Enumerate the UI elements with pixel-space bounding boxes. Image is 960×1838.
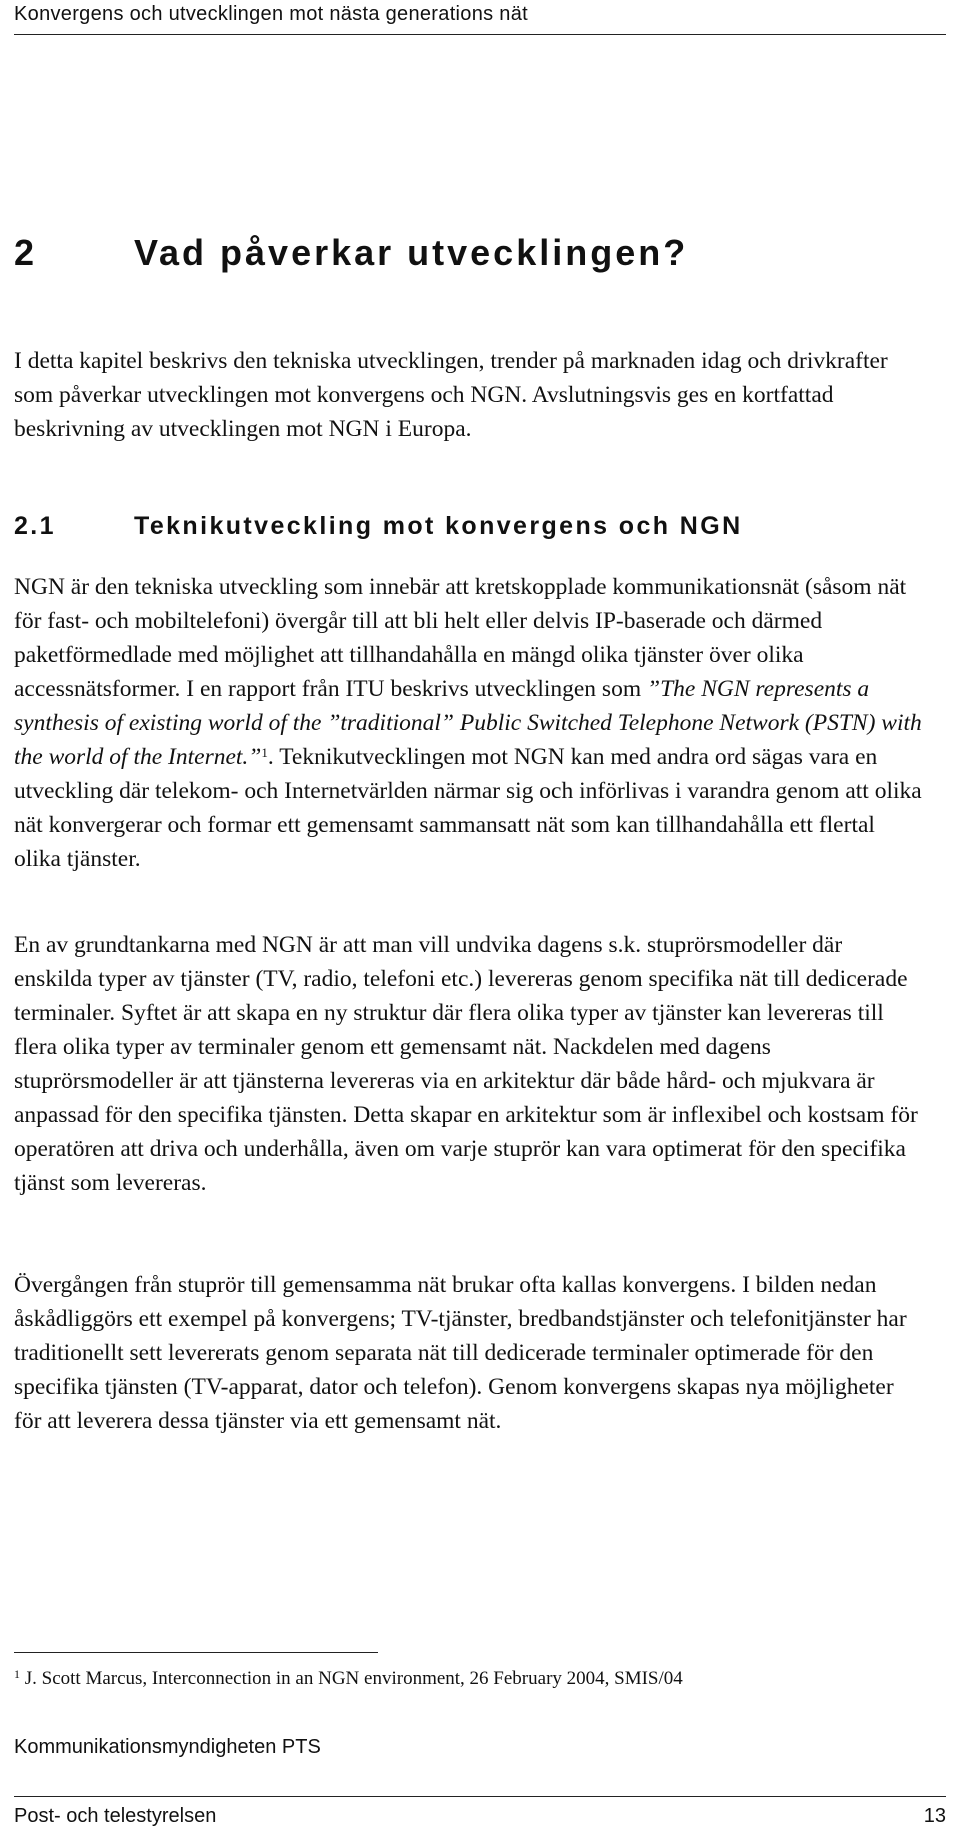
section-title: Teknikutveckling mot konvergens och NGN	[134, 512, 743, 540]
paragraph-ngn-definition	[14, 570, 924, 876]
section-number: 2.1	[14, 512, 56, 540]
intro-paragraph: I detta kapitel beskrivs den tekniska utvecklingen, trender på marknaden idag och drivkrafter som påverkar utvecklingen mot konvergens och NGN. Avslutningsvis ges en kortfattad beskrivning av utvecklingen mot NGN i Europa.	[14, 348, 888, 442]
page-number: 13	[923, 1805, 946, 1827]
paragraph-text: . Teknikutvecklingen mot NGN kan med andra ord sägas vara en utveckling där telekom- och Internetvärlden närmar sig och införlivas i varandra genom att olika nät konvergerar och formar ett gemensamt sammansatt nät som kan tillhandahålla ett flertal olika tjänster.	[14, 744, 922, 872]
paragraph-stovepipe-models: En av grundtankarna med NGN är att man vill undvika dagens s.k. stuprörsmodeller där enskilda typer av tjänster (TV, radio, telefoni etc.) levereras genom specifika nät till dedicerade terminaler. Syftet är att skapa en ny struktur där flera olika typer av tjänster kan levereras till flera olika typer av terminaler genom ett gemensamt nät. Nackdelen med dagens stuprörsmodeller är att tjänsterna levereras via en arkitektur där både hård- och mjukvara är anpassad för den specifika tjänsten. Detta skapar en arkitektur som är inflexibel och kostsam för operatören att driva och underhålla, även om varje stuprör kan vara optimerat för den specifika tjänst som levereras.	[14, 932, 918, 1196]
footnote-marker: 1	[14, 1667, 20, 1681]
itu-quote: ”The NGN represents a synthesis of existing world of the ”traditional” Public Switched Telephone Network (PSTN) with the world of the Internet.”	[14, 676, 922, 770]
footnote	[14, 1666, 683, 1692]
section-heading	[14, 512, 743, 541]
running-header: Konvergens och utvecklingen mot nästa generations nät	[14, 0, 946, 35]
footer-divider	[14, 1796, 946, 1797]
paragraph-text: NGN är den tekniska utveckling som innebär att kretskopplade kommunikationsnät (såsom nät för fast- och mobiltelefoni) övergår till att bli helt eller delvis IP-baserade och därmed paketförmedlade med möjlighet att tillhandahålla en mängd olika tjänster över olika accessnätsformer. I en rapport från ITU beskrivs utvecklingen som	[14, 574, 907, 702]
chapter-heading	[14, 232, 688, 274]
footnote-divider	[14, 1652, 378, 1653]
chapter-title: Vad påverkar utvecklingen?	[134, 232, 689, 273]
footer-organization: Kommunikationsmyndigheten PTS	[14, 1736, 321, 1758]
paragraph-convergence: Övergången från stuprör till gemensamma nät brukar ofta kallas konvergens. I bilden nedan åskådliggörs ett exempel på konvergens; TV-tjänster, bredbandstjänster och telefonitjänster har traditionellt sett levererats genom separata nät till dedicerade terminaler optimerade för den specifika tjänsten (TV-apparat, dator och telefon). Genom konvergens skapas nya möjligheter för att leverera dessa tjänster via ett gemensamt nät.	[14, 1272, 907, 1434]
footer-organization-secondary: Post- och telestyrelsen	[14, 1805, 217, 1827]
footnote-reference[interactable]: 1	[261, 745, 268, 760]
footnote-text: J. Scott Marcus, Interconnection in an NGN environment, 26 February 2004, SMIS/04	[20, 1668, 683, 1689]
chapter-number: 2	[14, 232, 38, 273]
